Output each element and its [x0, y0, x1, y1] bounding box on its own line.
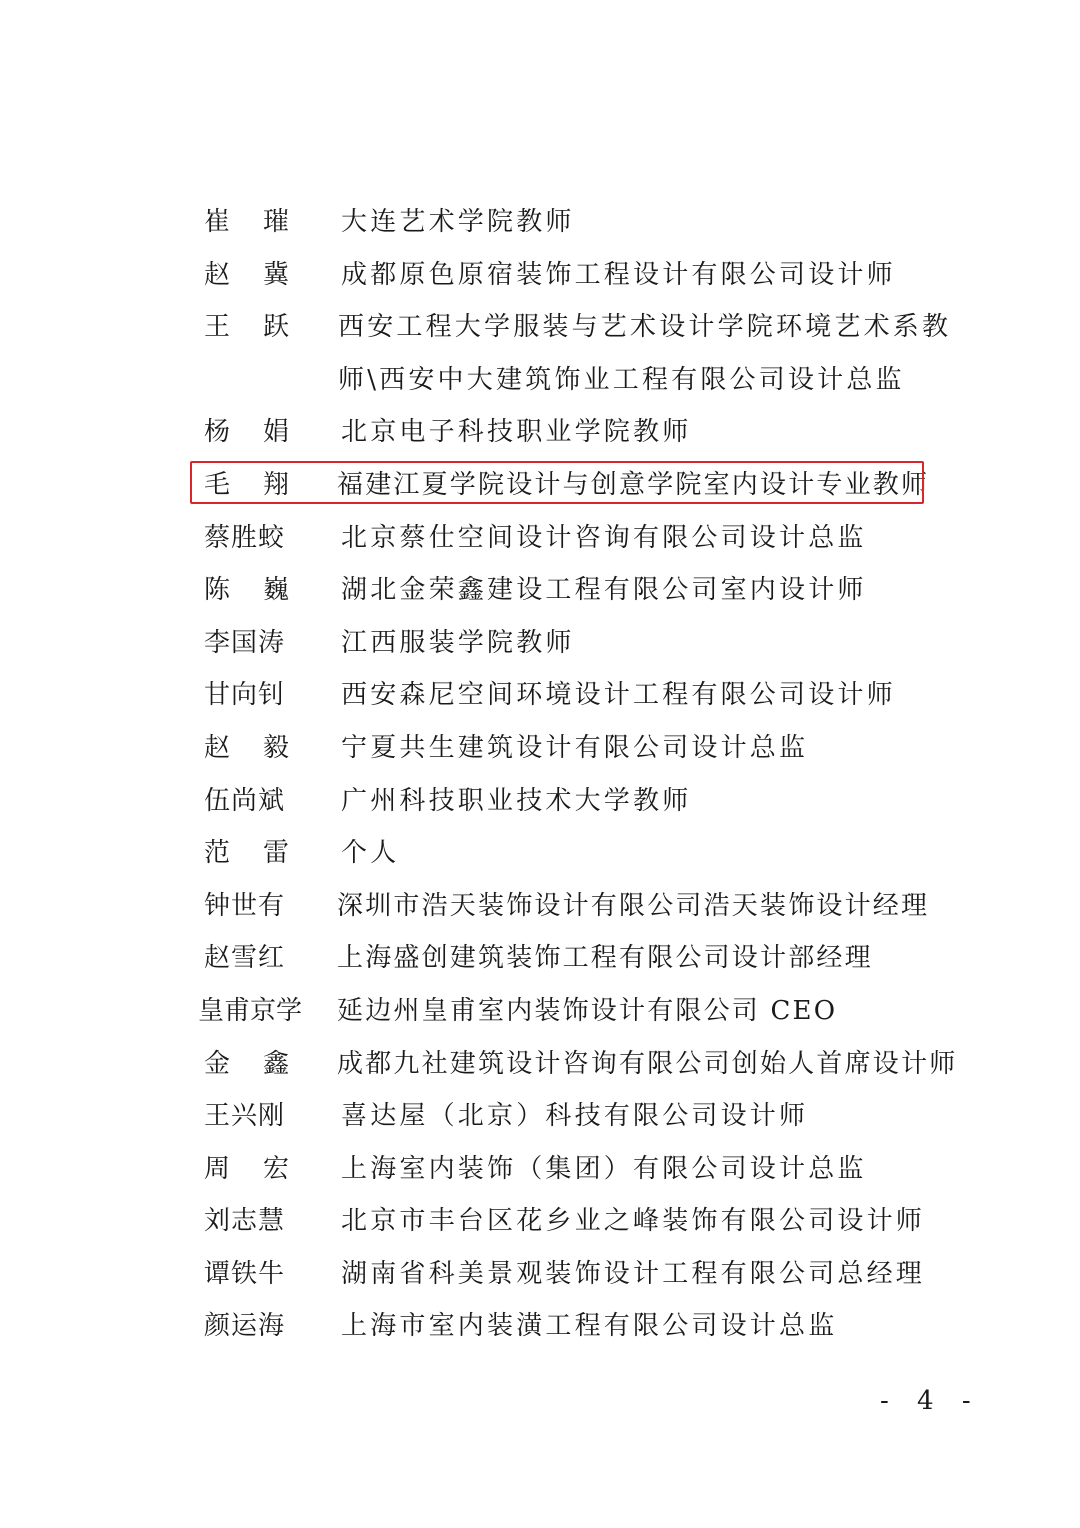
list-item	[0, 827, 1080, 880]
list-item	[0, 1038, 1080, 1091]
member-organization: 大连艺术学院教师	[341, 207, 575, 237]
list-item	[0, 722, 1080, 775]
member-name: 赵 毅	[204, 732, 290, 763]
list-item	[0, 249, 1080, 302]
member-organization: 喜达屋（北京）科技有限公司设计师	[341, 1101, 809, 1132]
member-organization: 湖南省科美景观装饰设计工程有限公司总经理	[341, 1258, 926, 1289]
member-organization: 成都原色原宿装饰工程设计有限公司设计师	[341, 259, 896, 290]
member-organization: 广州科技职业技术大学教师	[341, 785, 692, 816]
member-name: 王兴刚	[204, 1101, 286, 1132]
member-organization: 江西服装学院教师	[341, 627, 575, 658]
member-organization: 福建江夏学院设计与创意学院室内设计专业教师	[337, 469, 930, 500]
member-name: 金 鑫	[204, 1048, 290, 1079]
list-item	[0, 880, 1080, 933]
member-name: 刘志慧	[204, 1206, 286, 1237]
list-item	[0, 985, 1080, 1038]
member-name: 范 雷	[204, 838, 290, 869]
list-item	[0, 301, 1080, 406]
member-organization: 湖北金荣鑫建设工程有限公司室内设计师	[341, 575, 867, 606]
list-item	[0, 1300, 1080, 1353]
member-name: 李国涛	[204, 627, 286, 658]
member-organization: 上海盛创建筑装饰工程有限公司设计部经理	[337, 943, 873, 974]
list-item	[0, 932, 1080, 985]
list-item	[0, 1090, 1080, 1143]
highlight-box	[190, 461, 924, 504]
member-name: 王 跃	[204, 312, 290, 343]
member-name: 伍尚斌	[204, 785, 286, 816]
member-organization: 延边州皇甫室内装饰设计有限公司 CEO	[337, 995, 838, 1026]
member-organization: 上海市室内装潢工程有限公司设计总监	[341, 1311, 838, 1342]
member-organization: 成都九社建筑设计咨询有限公司创始人首席设计师	[337, 1048, 958, 1079]
list-item	[0, 196, 1080, 249]
list-item	[0, 512, 1080, 565]
list-item	[0, 406, 1080, 459]
member-name: 赵 冀	[204, 259, 290, 290]
member-name: 钟世有	[204, 890, 286, 921]
member-organization: 深圳市浩天装饰设计有限公司浩天装饰设计经理	[337, 890, 930, 921]
list-item	[0, 564, 1080, 617]
member-name: 毛 翔	[204, 469, 290, 500]
member-list	[0, 196, 1080, 1353]
page-number: - 4 -	[880, 1386, 981, 1416]
member-name: 陈 巍	[204, 575, 290, 606]
list-item	[0, 669, 1080, 722]
list-item	[0, 1248, 1080, 1301]
member-organization: 宁夏共生建筑设计有限公司设计总监	[341, 732, 809, 763]
list-item	[0, 1143, 1080, 1196]
member-name: 崔 璀	[204, 207, 290, 237]
member-name: 周 宏	[204, 1153, 290, 1184]
member-organization: 北京蔡仕空间设计咨询有限公司设计总监	[341, 522, 867, 553]
member-name: 甘向钊	[204, 680, 286, 711]
member-organization: 西安森尼空间环境设计工程有限公司设计师	[341, 680, 896, 711]
member-organization: 北京电子科技职业学院教师	[341, 417, 692, 448]
member-name: 杨 娟	[204, 417, 290, 448]
member-organization: 上海室内装饰（集团）有限公司设计总监	[341, 1153, 867, 1184]
member-name: 蔡胜蛟	[204, 522, 286, 553]
member-name: 皇甫京学	[198, 995, 303, 1026]
member-name: 谭铁牛	[204, 1258, 286, 1289]
member-name: 颜运海	[204, 1311, 286, 1342]
member-organization: 北京市丰台区花乡业之峰装饰有限公司设计师	[341, 1206, 926, 1237]
list-item	[0, 775, 1080, 828]
member-organization: 西安工程大学服装与艺术设计学院环境艺术系教师\西安中大建筑饰业工程有限公司设计总监	[338, 312, 952, 395]
member-organization: 个人	[341, 838, 400, 869]
member-name: 赵雪红	[204, 943, 286, 974]
list-item	[0, 617, 1080, 670]
list-item	[0, 1195, 1080, 1248]
